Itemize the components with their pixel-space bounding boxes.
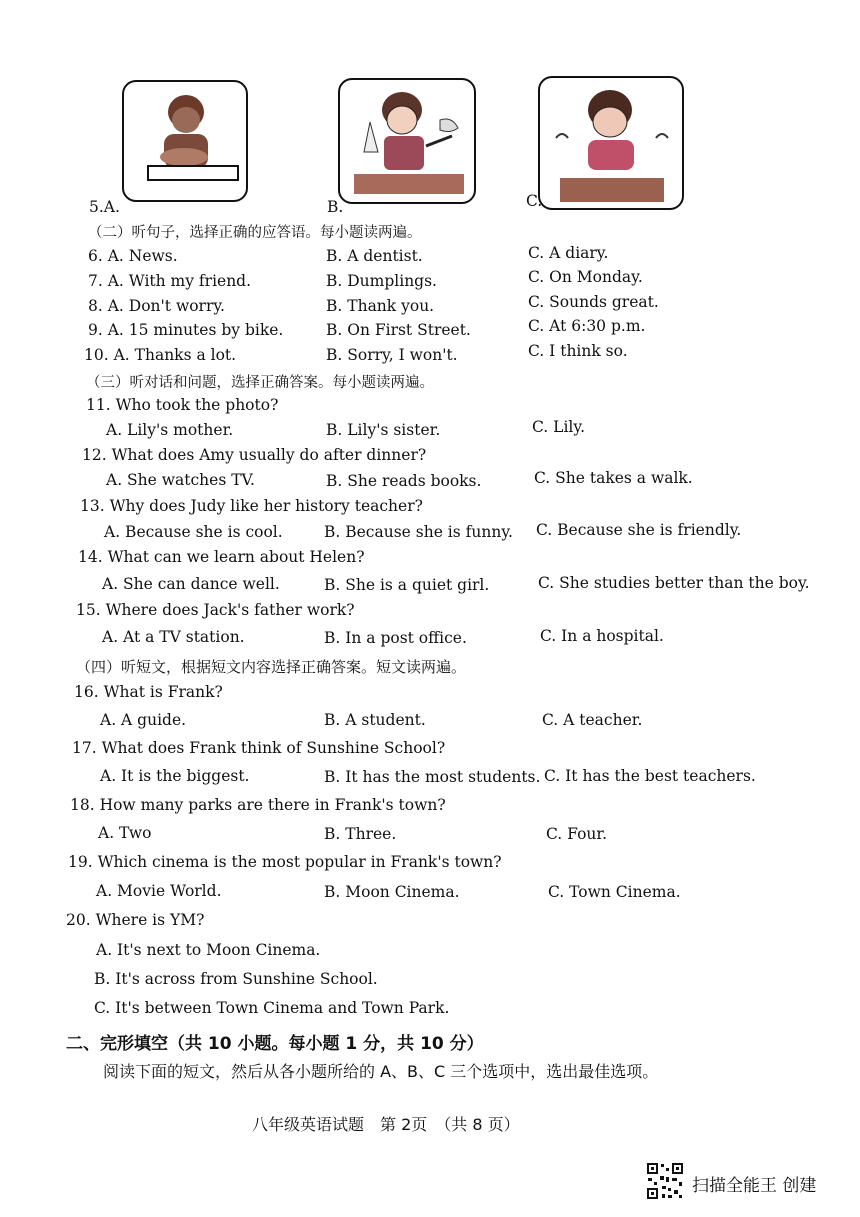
watermark-text: 扫描全能王 创建 <box>692 1176 817 1196</box>
q15-option-c: C. In a hospital. <box>540 627 664 645</box>
item-10-option-c: C. I think so. <box>528 342 628 360</box>
q5-option-c: C. <box>526 192 543 210</box>
question-19: 19. Which cinema is the most popular in Frank's town? <box>68 853 502 871</box>
q14-option-a: A. She can dance well. <box>102 575 280 593</box>
q12-option-c: C. She takes a walk. <box>534 469 693 487</box>
q13-option-c: C. Because she is friendly. <box>536 521 742 539</box>
item-6-option-a: 6. A. News. <box>88 247 178 265</box>
q5-option-b: B. <box>327 198 344 216</box>
q13-option-a: A. Because she is cool. <box>104 523 283 541</box>
question-13: 13. Why does Judy like her history teacher? <box>80 497 423 515</box>
item-8-option-a: 8. A. Don't worry. <box>88 297 225 315</box>
q19-option-a: A. Movie World. <box>96 882 222 900</box>
q15-option-b: B. In a post office. <box>324 629 467 647</box>
question-17: 17. What does Frank think of Sunshine School? <box>72 739 446 757</box>
q18-option-c: C. Four. <box>546 825 608 843</box>
section-3-heading: （三）听对话和问题，选择正确答案。每小题读两遍。 <box>86 375 434 391</box>
q17-option-b: B. It has the most students. <box>324 768 541 786</box>
q20-option-b: B. It's across from Sunshine School. <box>94 970 378 988</box>
item-7-option-b: B. Dumplings. <box>326 272 437 290</box>
q11-option-a: A. Lily's mother. <box>106 421 234 439</box>
q16-option-a: A. A guide. <box>100 711 187 729</box>
q13-option-b: B. Because she is funny. <box>324 523 513 541</box>
page-footer: 八年级英语试题 第 2页 （共 8 页） <box>252 1115 520 1134</box>
item-10-option-a: 10. A. Thanks a lot. <box>84 346 237 364</box>
q18-option-b: B. Three. <box>324 825 397 843</box>
question-20: 20. Where is YM? <box>66 911 205 929</box>
q12-option-b: B. She reads books. <box>326 472 482 490</box>
item-7-option-c: C. On Monday. <box>528 268 643 286</box>
q17-option-a: A. It is the biggest. <box>100 767 250 785</box>
part-2-title: 二、完形填空（共 10 小题。每小题 1 分，共 10 分） <box>66 1034 484 1054</box>
item-8-option-c: C. Sounds great. <box>528 293 659 311</box>
q17-option-c: C. It has the best teachers. <box>544 767 756 785</box>
qr-code-icon <box>646 1162 684 1200</box>
part-2-instructions: 阅读下面的短文，然后从各小题所给的 A、B、C 三个选项中，选出最佳选项。 <box>103 1062 659 1081</box>
q18-option-a: A. Two <box>98 824 152 842</box>
section-2-heading: （二）听句子，选择正确的应答语。每小题读两遍。 <box>88 225 422 241</box>
item-9-option-b: B. On First Street. <box>326 321 471 339</box>
q19-option-c: C. Town Cinema. <box>548 883 681 901</box>
q15-option-a: A. At a TV station. <box>102 628 245 646</box>
item-6-option-b: B. A dentist. <box>326 247 423 265</box>
q14-option-c: C. She studies better than the boy. <box>538 574 810 592</box>
picture-c-happy-boy <box>538 76 684 210</box>
q20-option-a: A. It's next to Moon Cinema. <box>96 941 321 959</box>
q5-number: 5.A. <box>89 198 120 216</box>
item-10-option-b: B. Sorry, I won't. <box>326 346 458 364</box>
q11-option-c: C. Lily. <box>532 418 585 436</box>
q19-option-b: B. Moon Cinema. <box>324 883 460 901</box>
picture-a-boy-eating <box>122 80 248 202</box>
question-16: 16. What is Frank? <box>74 683 223 701</box>
q16-option-b: B. A student. <box>324 711 426 729</box>
question-12: 12. What does Amy usually do after dinner? <box>82 446 427 464</box>
question-14: 14. What can we learn about Helen? <box>78 548 365 566</box>
item-9-option-c: C. At 6:30 p.m. <box>528 317 646 335</box>
item-8-option-b: B. Thank you. <box>326 297 435 315</box>
question-18: 18. How many parks are there in Frank's town? <box>70 796 446 814</box>
q20-option-c: C. It's between Town Cinema and Town Park. <box>94 999 450 1017</box>
q11-option-b: B. Lily's sister. <box>326 421 441 439</box>
q14-option-b: B. She is a quiet girl. <box>324 576 490 594</box>
item-6-option-c: C. A diary. <box>528 244 609 262</box>
question-15: 15. Where does Jack's father work? <box>76 601 355 619</box>
item-7-option-a: 7. A. With my friend. <box>88 272 252 290</box>
question-11: 11. Who took the photo? <box>86 396 279 414</box>
section-4-heading: （四）听短文，根据短文内容选择正确答案。短文读两遍。 <box>76 658 467 676</box>
q12-option-a: A. She watches TV. <box>106 471 255 489</box>
picture-b-boy-refusing <box>338 78 476 204</box>
q16-option-c: C. A teacher. <box>542 711 643 729</box>
item-9-option-a: 9. A. 15 minutes by bike. <box>88 321 284 339</box>
